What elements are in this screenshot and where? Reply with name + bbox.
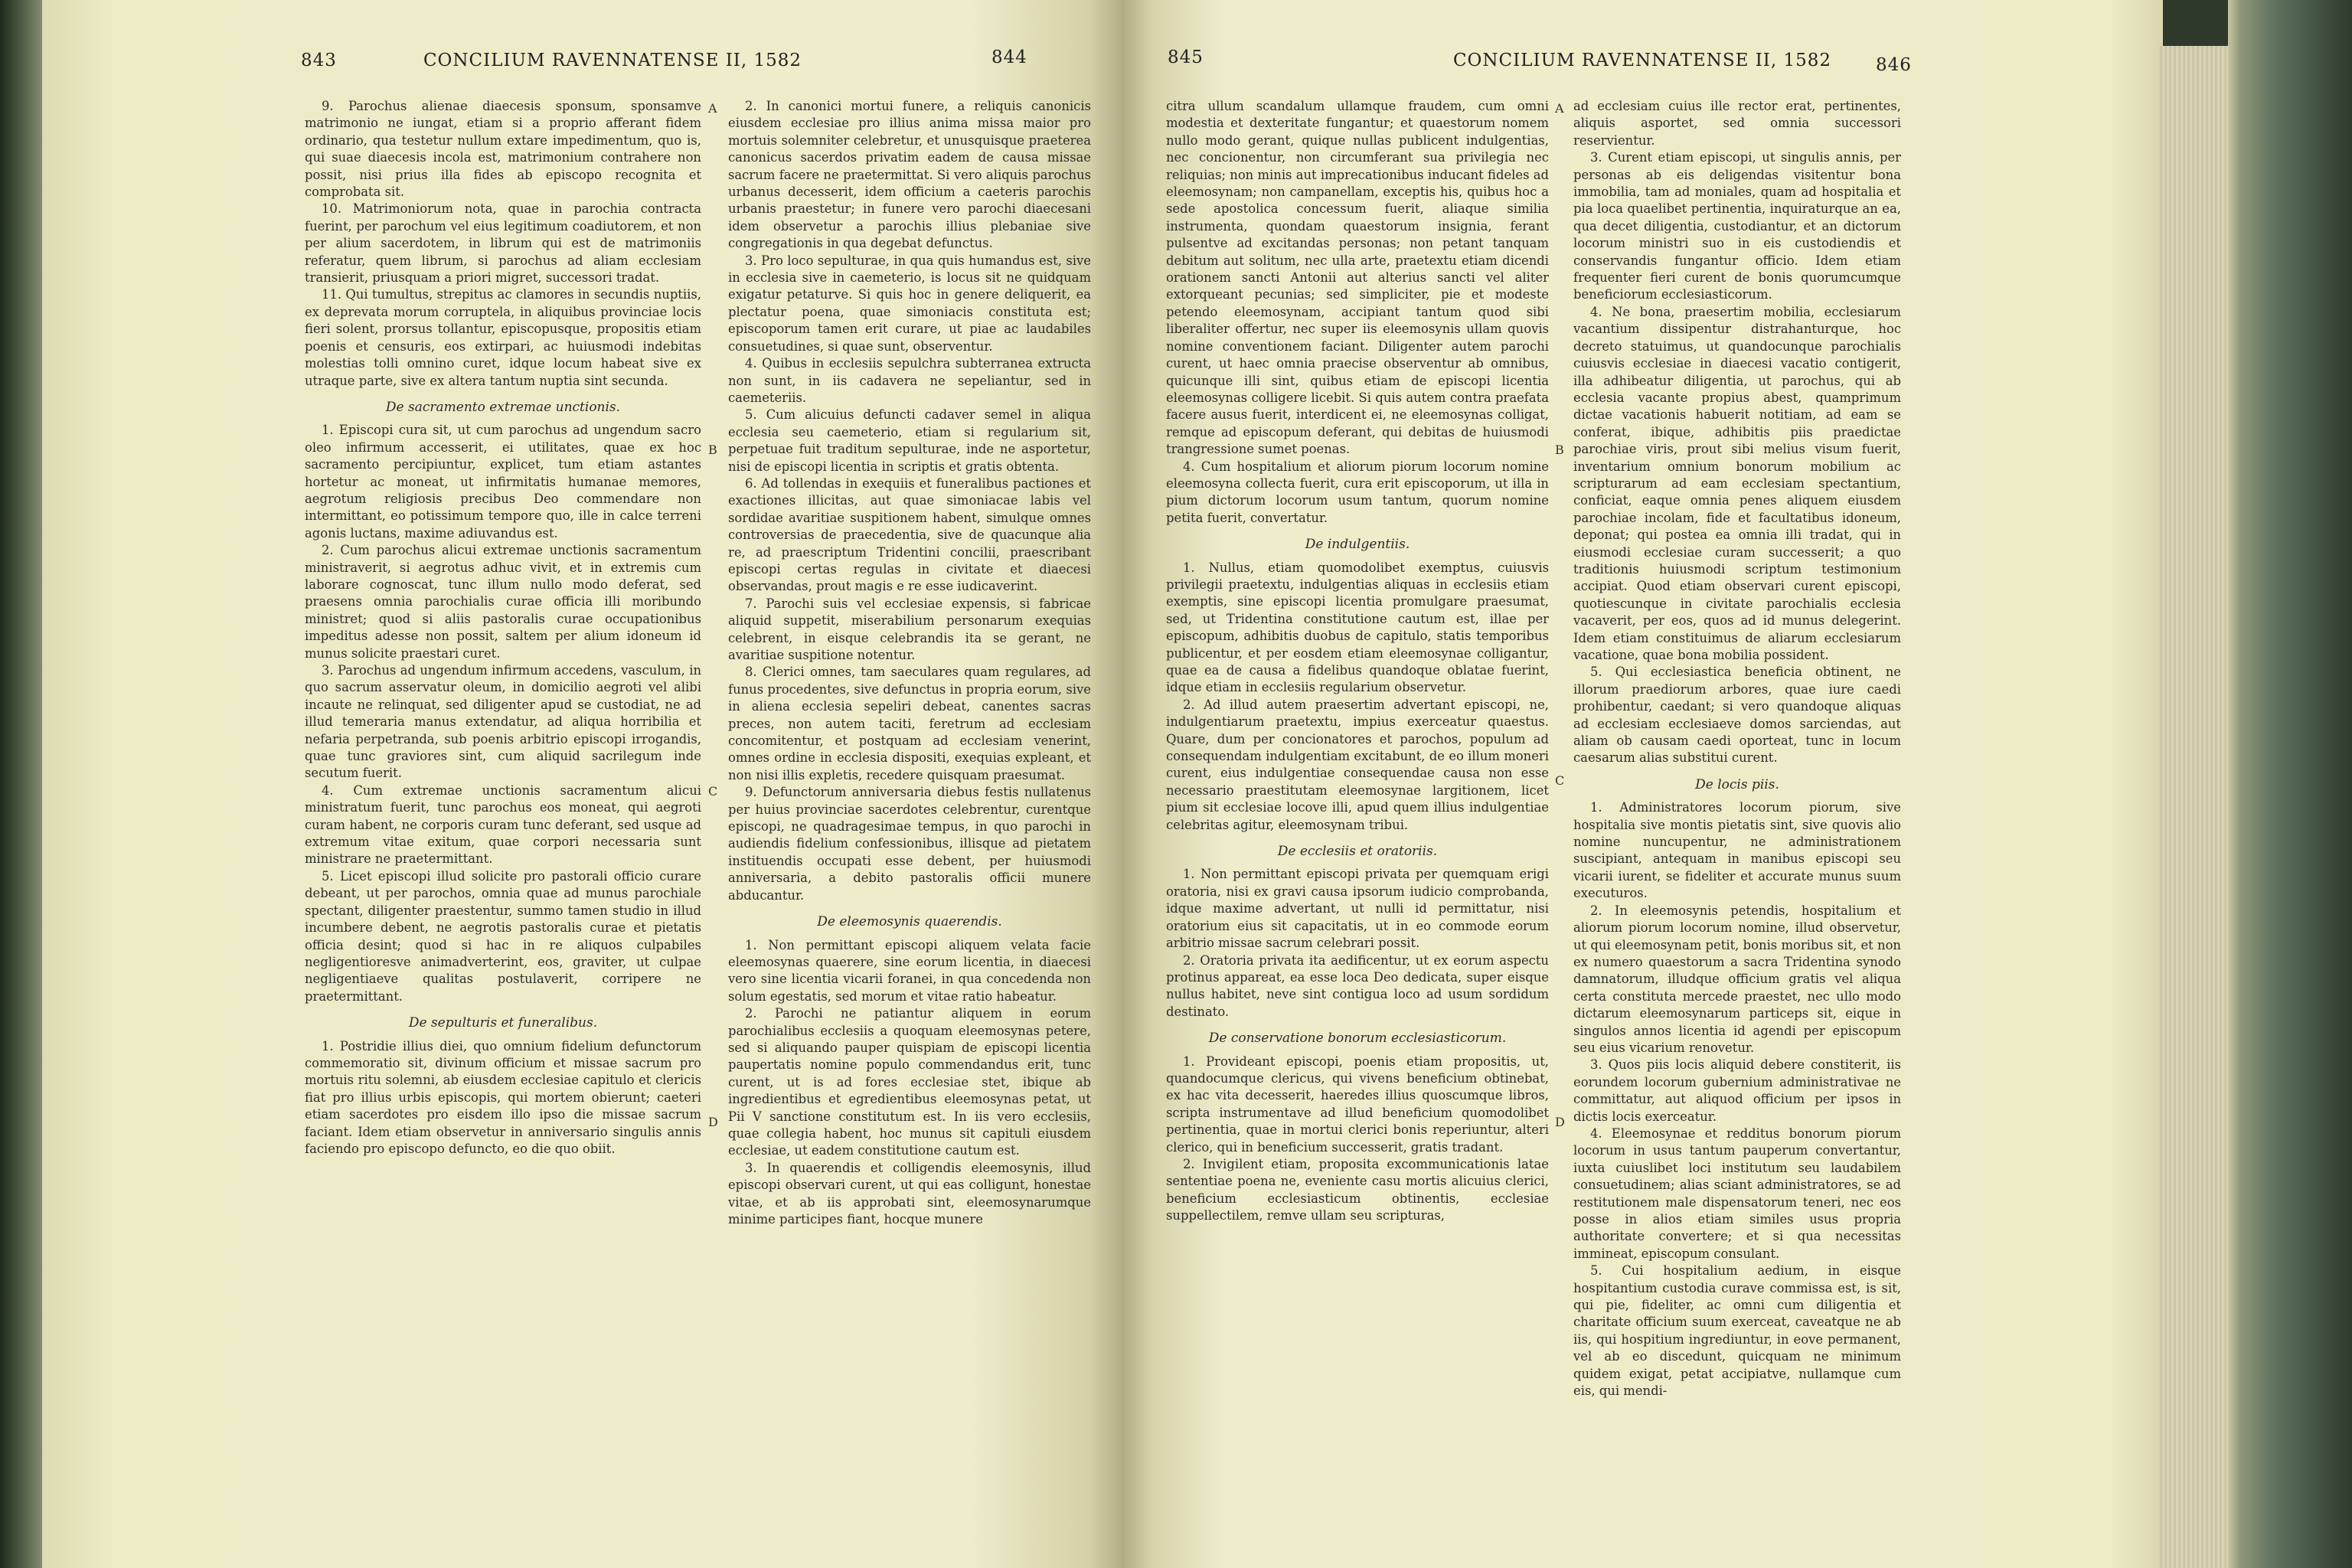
paragraph: 2. Oratoria privata ita aedificentur, ut ex eorum aspectu protinus appareat, ea esse loca Deo dedicata, super eisque nullus habitet, neve sint contigua loco ad usum sordidum destinato. (1166, 952, 1549, 1019)
paragraph: 9. Defunctorum anniversaria diebus festis nullatenus per huius provinciae sacerdotes celebrentur, curentque episcopi, ne quadragesimae tempus, in quo parochi in audiendis fidelium confessionibus, illisque ad pietatem instituendis occupati esse debent, per huiusmodi anniversaria, a debito pastoralis officii munere abducantur. (728, 785, 1091, 903)
column-846 (1573, 98, 1901, 1476)
paragraph: 3. In quaerendis et colligendis eleemosynis, illud episcopi observari curent, ut qui eas colligunt, honestae vitae, et ab iis approbati sint, eleemosynarumque minime participes fiant, hocque munere (728, 1160, 1091, 1227)
section-heading: De locis piis. (1695, 776, 1779, 792)
paragraph: 1. Nullus, etiam quomodolibet exemptus, cuiusvis privilegii praetextu, indulgentias aliquas in ecclesiis etiam exemptis, sine episcopi licentia promulgare praesumat, sed, ut Tridentina constitutione cautum est, illae per episcopum, adhibitis duobus de capitulo, statis temporibus publicentur, et per eosdem etiam eleemosynae colligantur, quae ea de causa a fidelibus quandoque oblatae fuerint, idque etiam in ecclesiis regularium observetur. (1166, 560, 1549, 695)
running-title-left: CONCILIUM RAVENNATENSE II, 1582 (423, 51, 802, 70)
paragraph: 5. Cum alicuius defuncti cadaver semel in aliqua ecclesia seu caemeterio, etiam si regularium sit, perpetuae fuit traditum sepulturae, inde ne asportetur, nisi de episcopi licentia in scriptis et gratis obtenta. (728, 407, 1091, 474)
paragraph: 2. Ad illud autem praesertim advertant episcopi, ne, indulgentiarum praetextu, impius exerceatur quaestus. Quare, dum per concionatores et parochos, populum ad consequendam indulgentiam excitabunt, de eo illum moneri curent, eius indulgentiae consequendae causa non esse necessario praestitutam eleemosynae largitionem, licet pium sit ecclesiae locove illi, apud quem illius indulgentiae celebritas agitur, eleemosynam tribui. (1166, 697, 1549, 832)
paragraph: 2. In canonici mortui funere, a reliquis canonicis eiusdem ecclesiae pro illius anima missa maior pro mortuis solemniter celebretur, et unusquisque praeterea canonicus sacerdos privatim eadem de causa missae sacrum facere ne praetermittat. Si vero aliquis parochus urbanus decesserit, idem officium a caeteris parochis urbanis praestetur; in funere vero parochi diaecesani idem observetur a parochis illius plebaniae sive congregationis in qua degebat defunctus. (728, 99, 1091, 251)
paragraph: 1. Administratores locorum piorum, sive hospitalia sive montis pietatis sint, sive quovis alio nomine nuncupentur, ne administrationem suscipiant, antequam in manibus episcopi seu vicarii iurent, se fideliter et accurate munus suum executuros. (1573, 800, 1901, 901)
paragraph: 4. Cum hospitalium et aliorum piorum locorum nomine eleemosyna collecta fuerit, cura erit episcoporum, ut illa in pium dictorum locorum usum tantum, quorum nomine petita fuerit, convertatur. (1166, 459, 1549, 525)
running-head-left (42, 47, 1122, 81)
book-cover-right (2228, 0, 2352, 1568)
paragraph: 4. Ne bona, praesertim mobilia, ecclesiarum vacantium dissipentur distrahanturque, hoc decreto statuimus, ut quandocunque parochialis cuiusvis ecclesiae in diaecesi vacatio contigerit, illa adhibeatur diligentia, ut parochus, qui ab ecclesia vacante propius abest, quamprimum dictae vacationis habuerit notitiam, ad eam se conferat, ibique, adhibitis piis praedictae parochiae viris, prout sibi melius visum fuerit, inventarium omnium bonorum mobilium ac scripturarum ad eam ecclesiam spectantium, conficiat, eaque omnia penes aliquem eiusdem parochiae incolam, fide et facultatibus idoneum, deponat; qui postea ea omnia illi tradat, qui in eiusmodi ecclesiae curam successerit; a quo traditionis huiusmodi scriptum testimonium accipiat. Quod etiam observari curent episcopi, quotiescunque in civitate parochialis ecclesia vacaverit, per eos, quos ad id munus delegerint. Idem etiam constituimus de aliarum ecclesiarum vacatione, quae bona mobilia possident. (1573, 304, 1901, 662)
paragraph: 2. Invigilent etiam, proposita excommunicationis latae sententiae poena ne, eveniente casu mortis alicuius clerici, beneficium ecclesiasticum obtinentis, ecclesiae suppellectilem, remve ullam seu scripturas, (1166, 1156, 1549, 1223)
section-heading: De indulgentiis. (1305, 537, 1410, 553)
section-heading: De sepulturis et funeralibus. (408, 1015, 598, 1031)
section-heading: De sacramento extremae unctionis. (385, 399, 621, 415)
running-title-right: CONCILIUM RAVENNATENSE II, 1582 (1452, 51, 1832, 70)
paragraph: 1. Episcopi cura sit, ut cum parochus ad ungendum sacro oleo infirmum accesserit, ei utilitates, quae ex hoc sacramento percipiuntur, explicet, tum etiam astantes hortetur ac moneat, ut infirmitatis humanae memores, aegrotum religiosis precibus Deo commendare non intermittant, eo potissimum tempore quo, ille in calce terreni agonis luctans, maxime adiuvandus est. (305, 423, 701, 541)
margin-letter-b: B (708, 443, 717, 457)
paragraph: 6. Ad tollendas in exequiis et funeralibus pactiones et exactiones illicitas, aut quae simoniacae labis vel sordidae avaritiae suspitionem habent, simulque omnes controversias de praecedentia, sive de quacunque alia re, ad praescriptum Tridentini concilii, praescribant episcopi certas regulas in civitate et diaecesi observandas, prout magis e re esse iudicaverint. (728, 475, 1091, 594)
column-843 (305, 98, 701, 1476)
book-edge-left (0, 0, 46, 1568)
margin-letter-a: A (708, 101, 717, 116)
page-number-846: 846 (1876, 55, 1912, 75)
section-heading: De ecclesiis et oratoriis. (1277, 844, 1438, 860)
paragraph: 5. Licet episcopi illud solicite pro pastorali officio curare debeant, ut per parochos, omnia quae ad munus parochiale spectant, diligenter praestentur, summo tamen studio in illud incumbere debent, ne aegrotis pastoralis curae et pietatis officia desint; quod si hac in re aliquos culpabiles negligentioresve animadverterint, eos, graviter, ut culpae negligentiaeve qualitas postulaverit, corripere ne praetermittant. (305, 868, 701, 1004)
paragraph: 9. Parochus alienae diaecesis sponsum, sponsamve matrimonio ne iungat, etiam si a proprio afferant fidem ordinario, qua testetur nullum extare impedimentum, quo is, qui suae diaecesis incola est, matrimonium contrahere non possit, nisi prius illa fides ab episcopo recognita et comprobata sit. (305, 99, 701, 200)
margin-letter-c: C (1555, 773, 1565, 788)
page-edge-stack (2159, 46, 2230, 1568)
paragraph: 4. Cum extremae unctionis sacramentum alicui ministratum fuerit, tunc parochus eos moneat, qui aegroti curam habent, ne corporis curam tunc deferant, sed usque ad extremum vitae exitum, quae corpori necessaria sunt ministrare ne praetermittant. (305, 782, 701, 867)
margin-letter-d: D (1555, 1115, 1565, 1129)
page-number-844: 844 (991, 47, 1027, 67)
paragraph: 7. Parochi suis vel ecclesiae expensis, si fabricae aliquid suppetit, miserabilium personarum exequias celebrent, in eisque celebrandis ita se gerant, ne avaritiae suspitione notentur. (728, 596, 1091, 662)
paragraph: 2. Parochi ne patiantur aliquem in eorum parochialibus ecclesiis a quoquam eleemosynas petere, sed si aliquando pauper quispiam de episcopi licentia paupertatis nomine populo commendandus erit, tunc curent, ut is ad fores ecclesiae stet, ibique ab ingredientibus et egredientibus eleemosynas petat, ut Pii V sanctione constitutum est. In iis vero ecclesiis, quae collegia habent, hoc munus sit capituli eiusdem ecclesiae, ut eadem constitutione cautum est. (728, 1006, 1091, 1158)
paragraph: 2. Cum parochus alicui extremae unctionis sacramentum ministraverit, si aegrotus adhuc vivit, et in extremis cum laborare cognoscat, tunc illum nullo modo deferat, sed praesens omnia parochialis curae officia illi moribundo ministret; quod si aliis pastoralis curae occupationibus impeditus adesse non possit, saltem per alium idoneum id munus solicite praestari curet. (305, 543, 701, 661)
page-number-845: 845 (1168, 47, 1204, 67)
paragraph: 3. Quos piis locis aliquid debere constiterit, iis eorundem locorum gubernium administrativae ne committatur, aut aliquod officium per ipsos in dictis locis exerceatur. (1573, 1057, 1901, 1124)
paragraph: ad ecclesiam cuius ille rector erat, pertinentes, aliquis asportet, sed omnia successori reservientur. (1573, 99, 1901, 148)
paragraph: 3. Pro loco sepulturae, in qua quis humandus est, sive in ecclesia sive in caemeterio, is locus sit ne quidquam exigatur petaturve. Si quis hoc in genere deliquerit, ea plectatur poena, quae simoniacis constituta est; episcoporum tamen erit curare, ut piae ac laudabiles consuetudines, si quae sunt, observentur. (728, 253, 1091, 354)
page-number-843: 843 (301, 51, 337, 70)
paragraph: 5. Qui ecclesiastica beneficia obtinent, ne illorum praediorum arbores, quae iure caedi prohibentur, caedant; si vero quandoque aliquas ad ecclesiam ecclesiaeve domos sarciendas, aut aliam ob causam caedi oporteat, tunc in locum caesarum alias substitui curent. (1573, 665, 1901, 766)
section-heading: De eleemosynis quaerendis. (817, 914, 1002, 930)
paragraph: 10. Matrimoniorum nota, quae in parochia contracta fuerint, per parochum vel eius legitimum coadiutorem, et non per alium sacerdotem, in librum qui est de matrimoniis referatur, quem librum, si parochus ad aliam ecclesiam transierit, priusquam a priori migret, successori tradat. (305, 201, 701, 286)
paragraph: 4. Quibus in ecclesiis sepulchra subterranea extructa non sunt, in iis cadavera ne sepeliantur, sed in caemeteriis. (728, 356, 1091, 405)
paragraph: 8. Clerici omnes, tam saeculares quam regulares, ad funus procedentes, sive defunctus in propria eorum, sive in aliena ecclesia sepeliri debeat, canentes sacras preces, non autem taciti, feretrum ad ecclesiam concomitentur, et postquam ad ecclesiam venerint, omnes ordine in ecclesia dispositi, exequias expleant, et non nisi illis expletis, recedere quisquam praesumat. (728, 665, 1091, 782)
column-844 (728, 98, 1091, 1476)
paragraph: 2. In eleemosynis petendis, hospitalium et aliorum piorum locorum nomine, illud observetur, ut qui eleemosynam petit, bonis moribus sit, et non ex numero quaestorum a sacra Tridentina synodo damnatorum, illudque officium gratis vel aliqua certa constituta mercede praestet, nec ullo modo dictarum eleemosynarum particeps sit, eique in singulos annos licentia id agendi per episcopum seu eius vicarium renovetur. (1573, 903, 1901, 1055)
paragraph: 5. Cui hospitalium aedium, in eisque hospitantium custodia curave commissa est, is sit, qui pie, fideliter, ac omni cum diligentia et charitate officium suum exerceat, caveatque ne ab iis, qui hospitium ingrediuntur, in eove permanent, vel ab eo discedunt, quicquam ne minimum quidem exigat, petat accipiatve, nullamque cum eis, qui mendi- (1573, 1263, 1901, 1399)
margin-letter-a: A (1555, 101, 1564, 116)
paragraph: 1. Postridie illius diei, quo omnium fidelium defunctorum commemoratio sit, divinum officium et missae sacrum pro mortuis ritu solemni, ab eiusdem ecclesiae capitulo et clericis fiat pro illius urbis episcopis, qui mortem obierunt; caeteri etiam sacerdotes pro eisdem illo ipso die missae sacrum faciant. Idem etiam observetur in anniversario singulis annis faciendo pro episcopo defuncto, eo die quo obiit. (305, 1038, 701, 1156)
paragraph: 3. Parochus ad ungendum infirmum accedens, vasculum, in quo sacrum asservatur oleum, in domicilio aegroti vel alibi incaute ne relinquat, sed diligenter apud se custodiat, ne ad illud temeraria manus extendatur, ad aliqua horribilia et nefaria perpetranda, sub poenis arbitrio episcopi irrogandis, quae tunc graviores sint, cum aliquid sacrilegum inde secutum fuerit. (305, 663, 701, 781)
margin-letter-c: C (708, 784, 718, 799)
paragraph: 3. Curent etiam episcopi, ut singulis annis, per personas ab eis deligendas visitentur bona immobilia, tam ad moniales, quam ad hospitalia et pia loca quaelibet pertinentia, inquiraturque an ea, qua decet diligentia, custodiantur, et an dictorum locorum ministri suo in eis custodiendis et conservandis fungantur officio. Idem etiam frequenter fieri curent de bonis quorumcumque beneficiorum ecclesiasticorum. (1573, 150, 1901, 302)
paragraph: 1. Provideant episcopi, poenis etiam propositis, ut, quandocumque clericus, qui vivens beneficium obtinebat, ex hac vita decesserit, haeredes illius quoscumque libros, scripta instrumentave ad illud beneficium quomodolibet pertinentia, quae in mortui clerici bonis reperiuntur, alteri clerico, qui in beneficium successerit, gratis tradant. (1166, 1054, 1549, 1155)
right-page (1122, 0, 2163, 1568)
left-page (42, 0, 1122, 1568)
section-heading: De conservatione bonorum ecclesiasticorum. (1208, 1031, 1507, 1047)
margin-letter-b: B (1555, 443, 1564, 457)
paragraph: 1. Non permittant episcopi aliquem velata facie eleemosynas quaerere, sine eorum licentia, in diaecesi vero sine licentia vicarii foranei, in qua concedenda non solum egestatis, sed morum et vitae ratio habeatur. (728, 937, 1091, 1004)
paragraph: 4. Eleemosynae et redditus bonorum piorum locorum in usus tantum pauperum convertantur, iuxta cuiuslibet loci institutum seu laudabilem consuetudinem; alias sciant administratores, se ad restitutionem male dispensatorum teneri, nec eos posse in alios etiam similes usus propria authoritate convertere; et si qua necessitas immineat, episcopum consulant. (1573, 1125, 1901, 1261)
margin-letter-d: D (708, 1115, 718, 1129)
paragraph: 11. Qui tumultus, strepitus ac clamores in secundis nuptiis, ex deprevata morum corruptela, in aliquibus provinciae locis fieri solent, prorsus tollantur, episcopusque, propositis etiam poenis et censuris, eos extirpari, ac huiusmodi indebitas molestias tolli omnino curet, idque locum habeat sive ex utraque parte, sive ex altera tantum nuptia sint secunda. (305, 287, 701, 388)
running-head-right (1122, 47, 2163, 81)
paragraph: 1. Non permittant episcopi privata per quemquam erigi oratoria, nisi ex gravi causa ipsorum iudicio comprobanda, idque maxime advertant, ut nulli id permittatur, nisi oratorium eius sit capacitatis, ut in eo commode eorum arbitrio missae sacrum celebrari possit. (1166, 867, 1549, 951)
column-845 (1166, 98, 1549, 1476)
paragraph: citra ullum scandalum ullamque fraudem, cum omni modestia et dexteritate fungantur; et quaestorum nomem nullo modo gerant, quique nullas publicent indulgentias, nec concionentur, non circumferant sua privilegia nec reliquias; non minis aut imprecationibus inducant fideles ad eleemosynam; non campanellam, exceptis his, quibus hoc a sede apostolica concessum fuerit, aliaque similia instrumenta, quondam quaestorum insignia, ferant pulsentve ad excitandas personas; non petant tanquam debitum aut solitum, nec ulla arte, praetextu etiam dicendi orationem sancti Antonii aut alterius sancti vel aliter extorqueant pecunias; sed simpliciter, pie et modeste petendo eleemosynam, accipiant tantum quod sibi liberaliter offertur, nec super iis eleemosynis ullam quovis nomine conventionem faciant. Diligenter autem parochi curent, ut haec omnia praecise observentur ab omnibus, quicunque illi sint, quibus etiam de episcopi licentia eleemosynas colligere licebit. Si quis autem contra praefata facere ausus fuerit, interdicent ei, ne eleemosynas colligat, remque ad episcopum deferant, qui debitas de huiusmodi trangressione sumet poenas. (1166, 99, 1549, 457)
